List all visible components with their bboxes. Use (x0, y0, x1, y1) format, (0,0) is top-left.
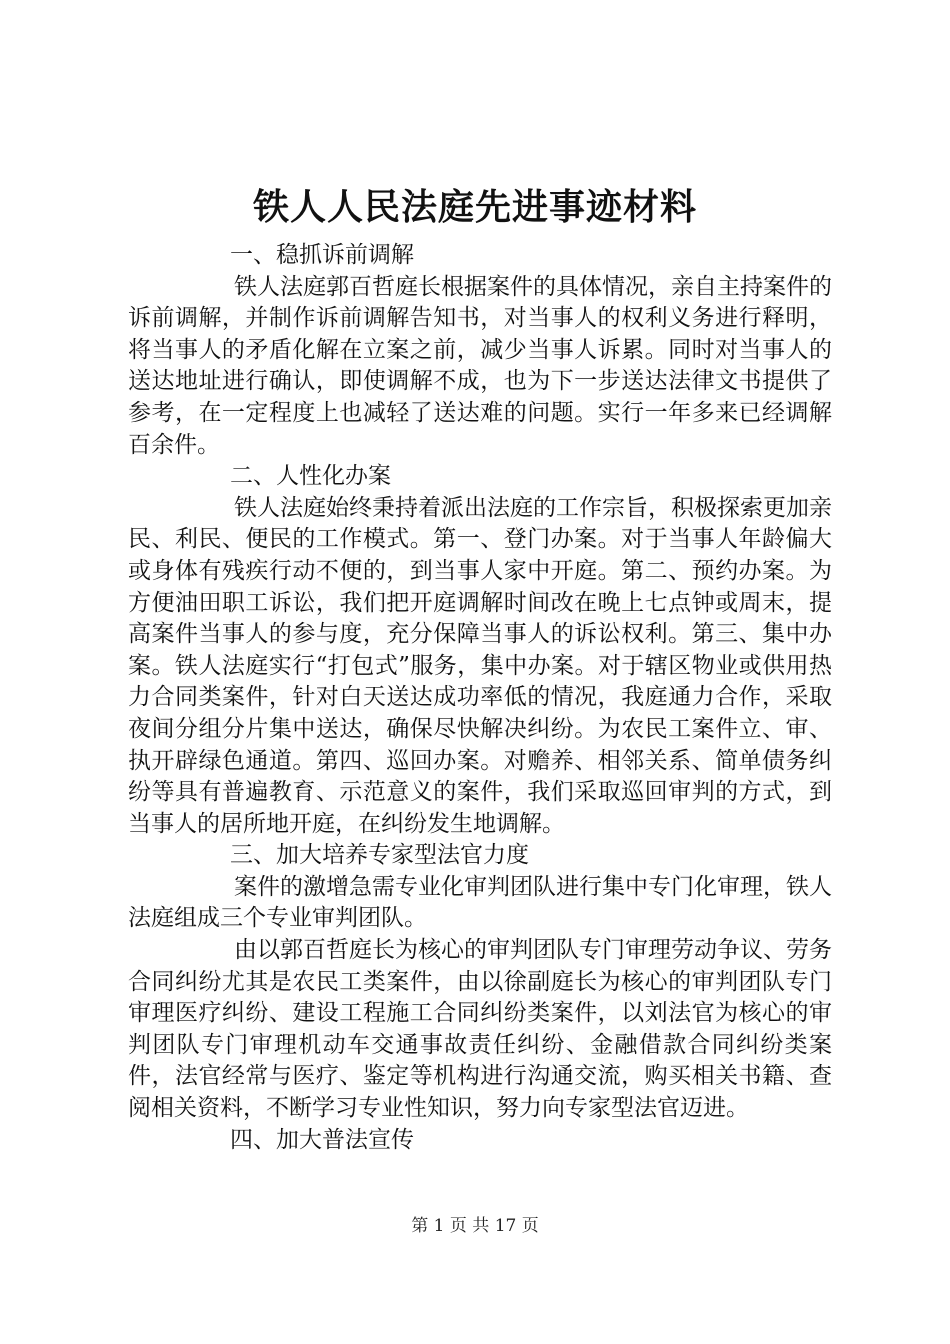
section-heading-3: 三、加大培养专家型法官力度 (230, 842, 529, 869)
section-heading-2: 二、人性化办案 (230, 463, 391, 490)
section-1-paragraph-1: 铁人法庭郭百哲庭长根据案件的具体情况，亲自主持案件的诉前调解，并制作诉前调解告知书，对当事人的权利义务进行释明，将当事人的矛盾化解在立案之前，减少当事人诉累。同时对当事人的送达地址进行确认，即使调解不成，也为下一步送达法律文书提供了参考，在一定程度上也减轻了送达难的问题。实行一年多来已经调解百余件。 (128, 273, 832, 458)
section-3-paragraph-1: 案件的激增急需专业化审判团队进行集中专门化审理，铁人法庭组成三个专业审判团队。 (128, 873, 832, 932)
document-body (128, 240, 832, 1156)
section-2-paragraph-1: 铁人法庭始终秉持着派出法庭的工作宗旨，积极探索更加亲民、利民、便民的工作模式。第一、登门办案。对于当事人年龄偏大或身体有残疾行动不便的，到当事人家中开庭。第二、预约办案。为方便油田职工诉讼，我们把开庭调解时间改在晚上七点钟或周末，提高案件当事人的参与度，充分保障当事人的诉讼权利。第三、集中办案。铁人法庭实行“打包式”服务，集中办案。对于辖区物业或供用热力合同类案件，针对白天送达成功率低的情况，我庭通力合作，采取夜间分组分片集中送达，确保尽快解决纠纷。为农民工案件立、审、执开辟绿色通道。第四、巡回办案。对赡养、相邻关系、简单债务纠纷等具有普遍教育、示范意义的案件，我们采取巡回审判的方式，到当事人的居所地开庭，在纠纷发生地调解。 (128, 494, 832, 837)
document-title: 铁人人民法庭先进事迹材料 (252, 186, 697, 228)
section-heading-1: 一、稳抓诉前调解 (230, 242, 414, 268)
section-3-paragraph-2: 由以郭百哲庭长为核心的审判团队专门审理劳动争议、劳务合同纠纷尤其是农民工类案件，由以徐副庭长为核心的审判团队专门审理医疗纠纷、建设工程施工合同纠纷类案件，以刘法官为核心的审判团队专门审理机动车交通事故责任纠纷、金融借款合同纠纷类案件，法官经常与医疗、鉴定等机构进行沟通交流，购买相关书籍、查阅相关资料，不断学习专业性知识，努力向专家型法官迈进。 (128, 937, 832, 1122)
page-footer: 第 1 页 共 17 页 (411, 1216, 539, 1236)
section-heading-4: 四、加大普法宣传 (230, 1126, 414, 1153)
